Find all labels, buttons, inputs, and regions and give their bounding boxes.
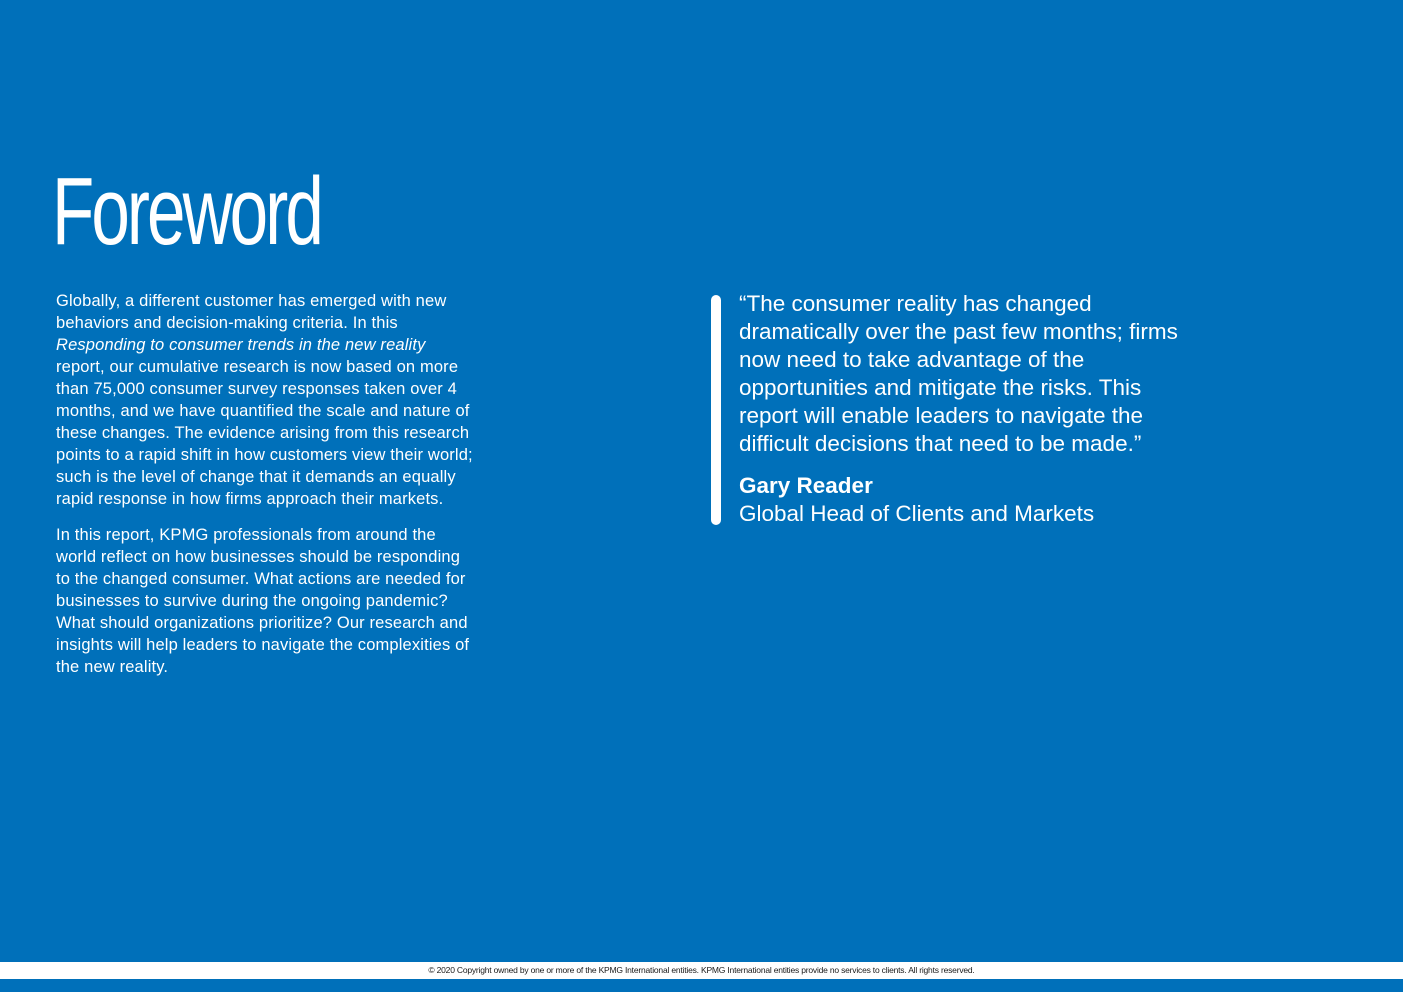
quote-accent-bar	[711, 295, 721, 525]
footer-strip	[0, 962, 1403, 979]
report-title-italic: Responding to consumer trends in the new reality	[56, 336, 426, 354]
foreword-body	[56, 290, 476, 692]
body-paragraph-1-lead: Globally, a different customer has emerged with new behaviors and decision-making criteria. In this	[56, 292, 447, 332]
page-title: Foreword	[52, 158, 321, 265]
pull-quote	[739, 290, 1179, 528]
quote-author: Gary Reader	[739, 473, 873, 498]
body-paragraph-1	[56, 290, 476, 510]
quote-text: “The consumer reality has changed dramatically over the past few months; firms now need to take advantage of the opportunities and mitigate the risks. This report will enable leaders to navigate the difficult decisions that need to be made.”	[739, 291, 1178, 456]
copyright-notice: © 2020 Copyright owned by one or more of the KPMG International entities. KPMG International entities provide no services to clients. All rights reserved.	[428, 965, 975, 975]
body-paragraph-1-tail: report, our cumulative research is now based on more than 75,000 consumer survey responses taken over 4 months, and we have quantified the scale and nature of these changes. The evidence arising from this research points to a rapid shift in how customers view their world; such is the level of change that it demands an equally rapid response in how firms approach their markets.	[56, 358, 473, 508]
quote-author-role: Global Head of Clients and Markets	[739, 501, 1095, 526]
body-paragraph-2: In this report, KPMG professionals from around the world reflect on how businesses should be responding to the changed consumer. What actions are needed for businesses to survive during the ongoing pandemic? What should organizations prioritize? Our research and insights will help leaders to navigate the complexities of the new reality.	[56, 526, 470, 676]
